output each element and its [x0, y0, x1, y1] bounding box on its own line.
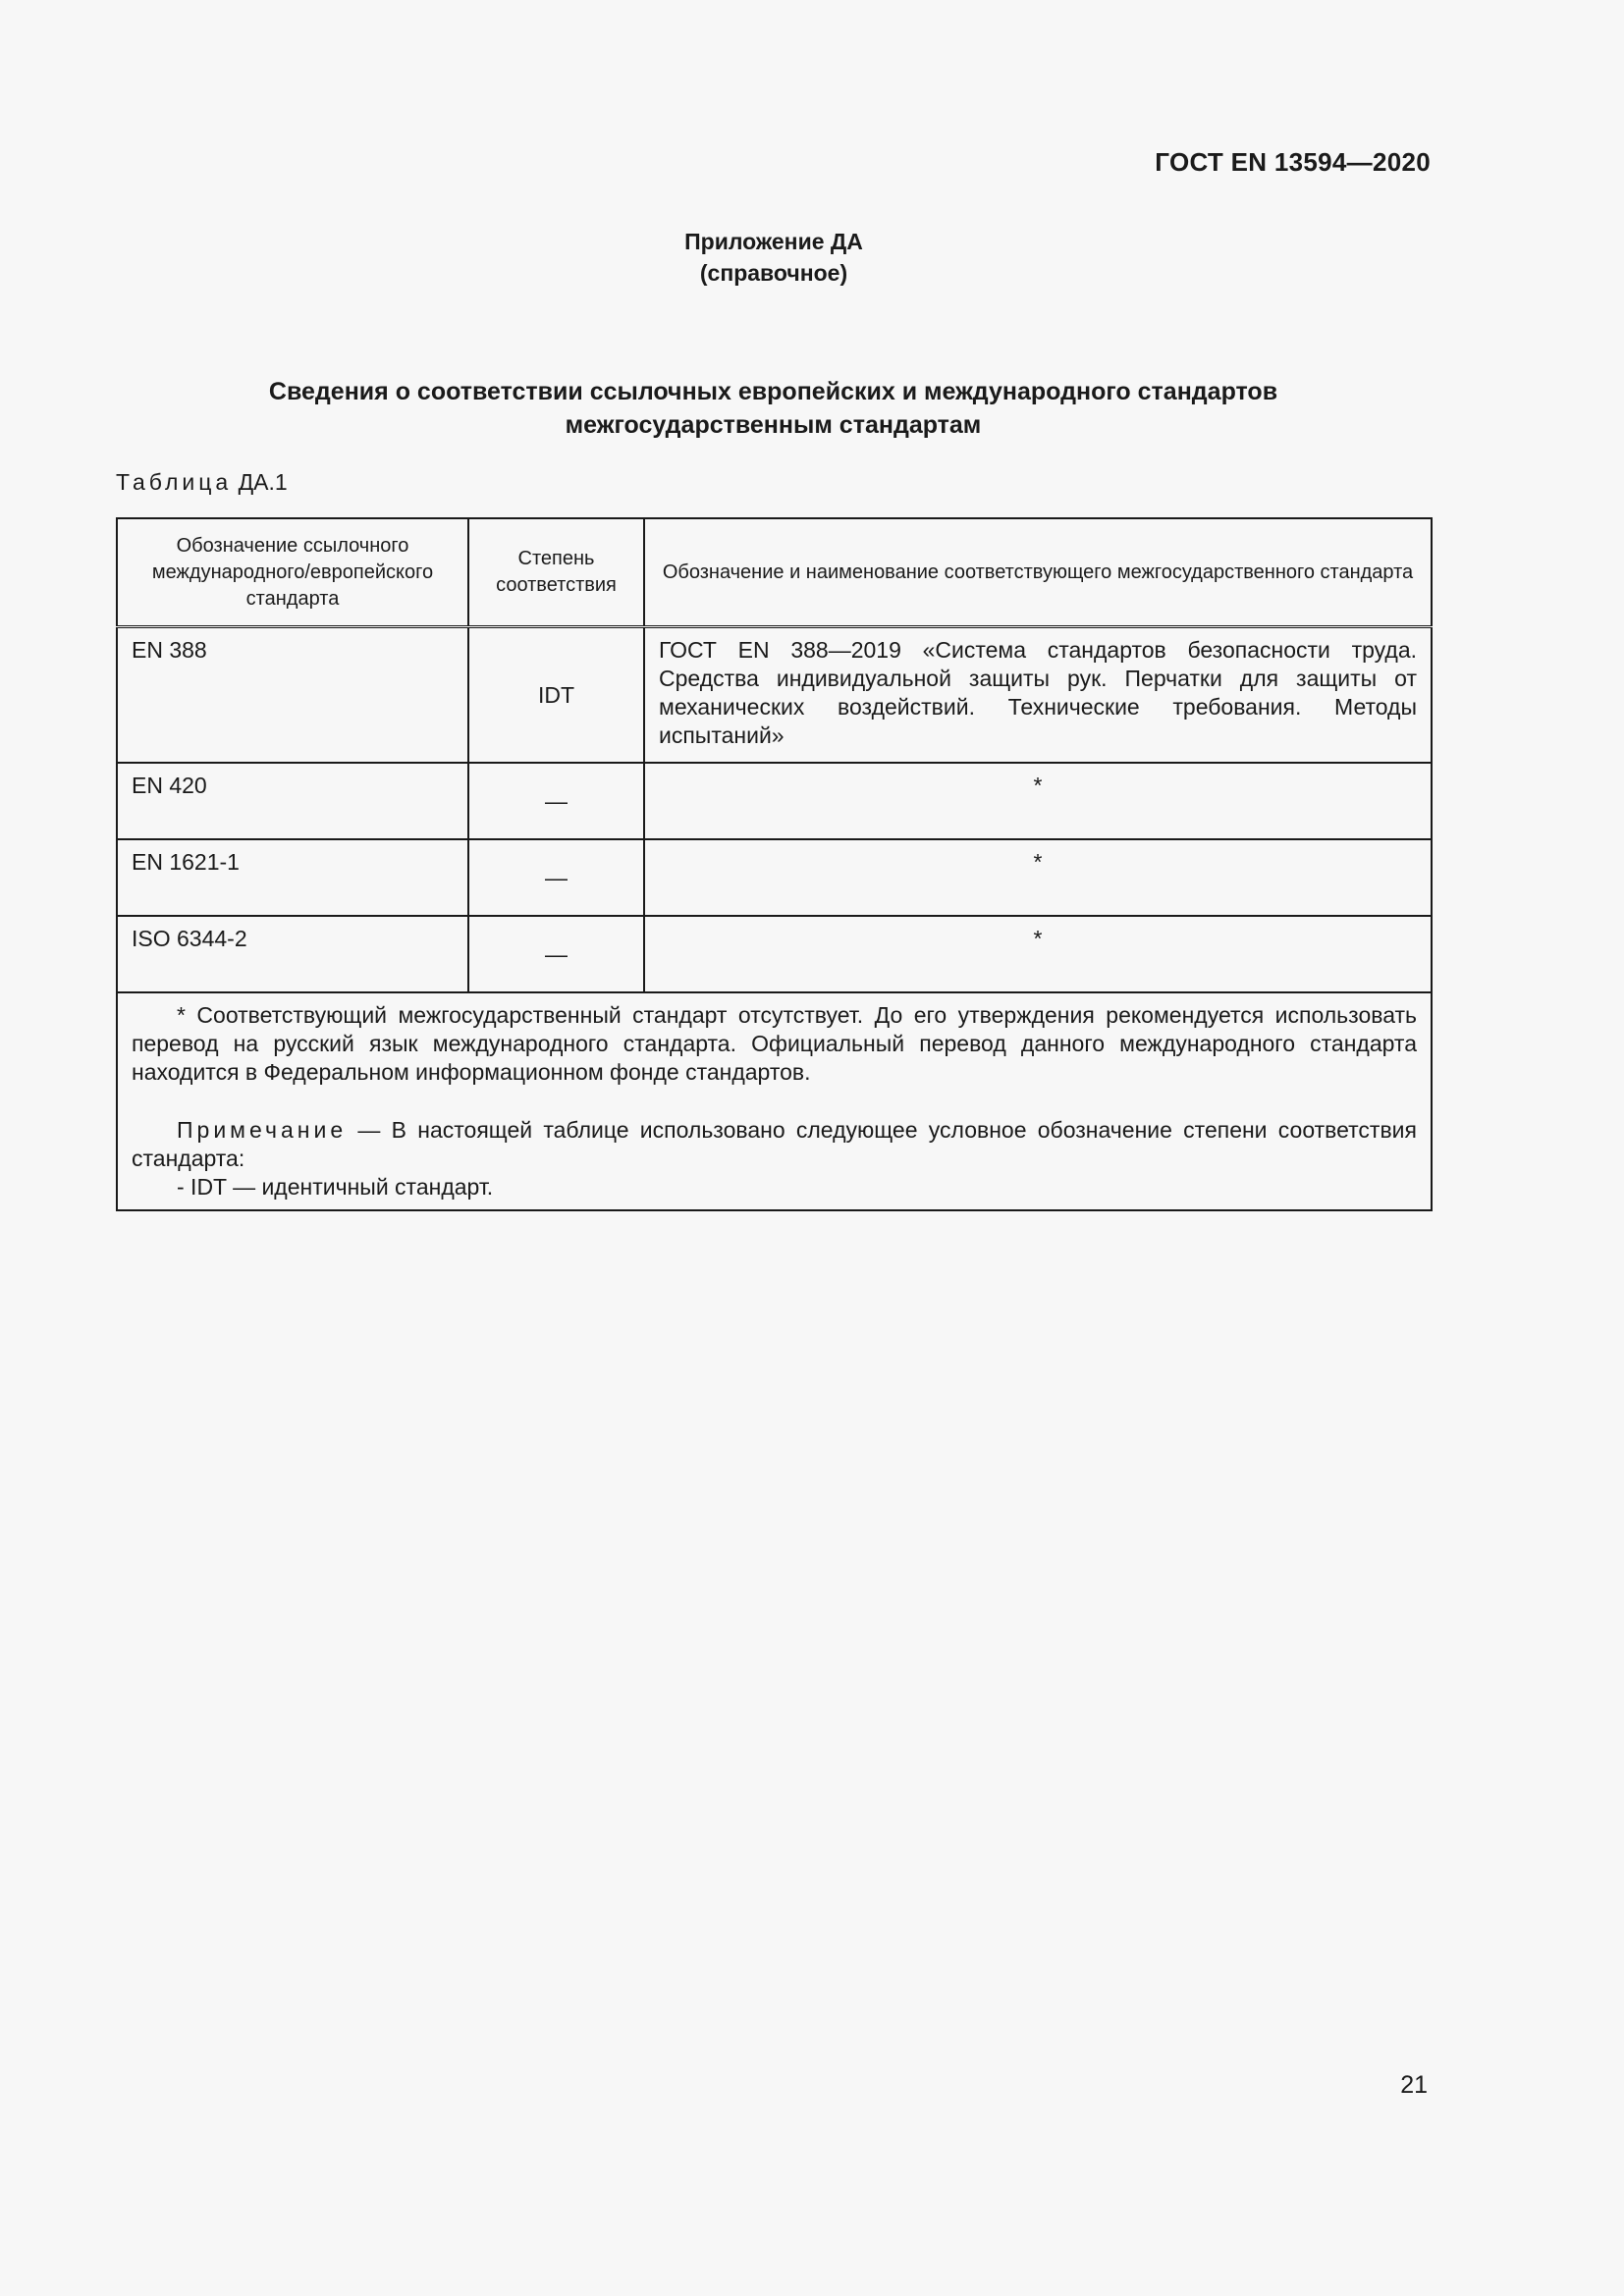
note-text: — В настоящей таблице использовано следующее условное обозначение степени соответствия стандарта:: [132, 1117, 1417, 1171]
cell-degree: —: [468, 839, 644, 916]
note-label: Примечание: [177, 1117, 348, 1143]
table-row: [117, 627, 1432, 764]
section-title-line-2: межгосударственным стандартам: [565, 411, 982, 439]
cell-degree: —: [468, 763, 644, 839]
table-row: [117, 839, 1432, 916]
cell-code: EN 388: [117, 627, 468, 764]
note-item: - IDT — идентичный стандарт.: [177, 1174, 494, 1200]
note-paragraph: [132, 1116, 1417, 1173]
table-footnotes: [117, 992, 1432, 1210]
annex-heading: [0, 226, 1547, 289]
table-footnote-row: [117, 992, 1432, 1210]
table-header-row: [117, 518, 1432, 627]
header-reference-standard: Обозначение ссылочного международного/европейского стандарта: [117, 518, 468, 627]
correspondence-table: [116, 517, 1433, 1211]
cell-name: *: [644, 763, 1432, 839]
annex-subtitle: (справочное): [699, 260, 848, 286]
cell-degree: IDT: [468, 627, 644, 764]
cell-code: ISO 6344-2: [117, 916, 468, 992]
table-row: [117, 916, 1432, 992]
table-caption-label: Таблица: [116, 469, 233, 495]
document-code: ГОСТ EN 13594—2020: [1155, 147, 1431, 177]
header-degree: Степень соответствия: [468, 518, 644, 627]
cell-degree: —: [468, 916, 644, 992]
table-row: [117, 763, 1432, 839]
footnote-text: * Соответствующий межгосударственный стандарт отсутствует. До его утверждения рекомендуется использовать перевод на русский язык международного стандарта. Официальный перевод данного международного стандарта находится в Федеральном информационном фонде стандартов.: [132, 1002, 1417, 1085]
cell-name: ГОСТ EN 388—2019 «Система стандартов безопасности труда. Средства индивидуальной защиты рук. Перчатки для защиты от механических воздействий. Технические требования. Методы испытаний»: [644, 627, 1432, 764]
header-interstate-standard: Обозначение и наименование соответствующего межгосударственного стандарта: [644, 518, 1432, 627]
annex-title: Приложение ДА: [684, 229, 863, 254]
page-number: 21: [1400, 2071, 1428, 2099]
section-title-line-1: Сведения о соответствии ссылочных европейских и международного стандартов: [268, 378, 1278, 405]
section-title: [116, 375, 1431, 442]
table-caption-number: ДА.1: [238, 469, 288, 495]
cell-code: EN 420: [117, 763, 468, 839]
cell-name: *: [644, 839, 1432, 916]
cell-code: EN 1621-1: [117, 839, 468, 916]
cell-name: *: [644, 916, 1432, 992]
table-caption: [116, 469, 288, 496]
